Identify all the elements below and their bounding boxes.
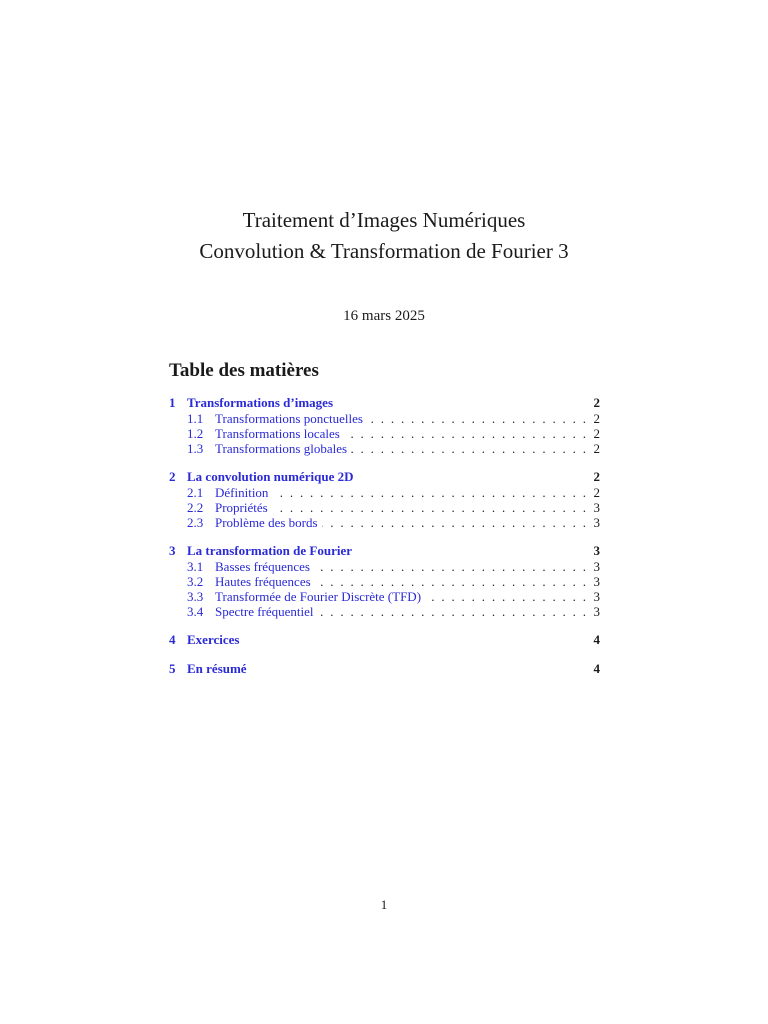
toc-subsection-link[interactable]: Transformations ponctuelles	[215, 411, 363, 426]
title-line-1: Traitement d’Images Numériques	[242, 208, 526, 232]
toc-section-number[interactable]: 4	[169, 632, 176, 647]
toc-section-link[interactable]: La convolution numérique 2D	[187, 469, 354, 484]
toc-section-page: 4	[593, 632, 600, 647]
toc-subsection-entry[interactable]	[169, 589, 600, 604]
toc-subsection-entry[interactable]	[169, 574, 600, 589]
toc-subsection-number[interactable]: 3.1	[187, 559, 204, 574]
toc-subsection-page: 2	[593, 411, 600, 426]
toc-section-link[interactable]: La transformation de Fourier	[187, 543, 353, 558]
toc-subsection-number[interactable]: 1.1	[187, 411, 204, 426]
toc-subsection-entry[interactable]	[169, 559, 600, 574]
toc-subsection-link[interactable]: Propriétés	[215, 500, 268, 515]
toc-section-number[interactable]: 1	[169, 395, 176, 410]
toc-subsection-number[interactable]: 3.2	[187, 574, 204, 589]
toc-subsection-link[interactable]: Spectre fréquentiel	[215, 604, 314, 619]
toc-section-entry[interactable]	[169, 660, 600, 677]
title-line-2: Convolution & Transformation de Fourier 3	[199, 239, 569, 263]
toc-subsection-page: 2	[593, 426, 600, 441]
toc-subsection-entry[interactable]	[169, 604, 600, 619]
toc-section	[169, 542, 600, 619]
document-title	[0, 205, 768, 267]
toc-section-link[interactable]: Transformations d’images	[187, 395, 334, 410]
toc-subsection-link[interactable]: Transformée de Fourier Discrète (TFD)	[215, 589, 422, 604]
toc-dot-leader	[318, 604, 586, 619]
toc-dot-leader	[314, 559, 586, 574]
toc-subsection-page: 3	[593, 559, 600, 574]
toc-subsection-entry[interactable]	[169, 515, 600, 530]
toc-subsection-number[interactable]: 1.3	[187, 441, 204, 456]
toc-subsection-link[interactable]: Problème des bords	[215, 515, 318, 530]
toc-sections	[169, 394, 600, 677]
toc-dot-leader	[322, 515, 586, 530]
toc-subsection-page: 3	[593, 589, 600, 604]
toc-section-entry[interactable]	[169, 631, 600, 648]
toc-section	[169, 660, 600, 677]
toc-section	[169, 394, 600, 456]
toc-dot-leader	[351, 441, 586, 456]
toc-subsection-page: 2	[593, 441, 600, 456]
toc-subsection-page: 3	[593, 500, 600, 515]
toc-subsection-link[interactable]: Transformations locales	[215, 426, 340, 441]
toc-subsection-entry[interactable]	[169, 411, 600, 426]
toc-dot-leader	[367, 411, 586, 426]
toc-section-entry[interactable]	[169, 468, 600, 485]
toc-dot-leader	[425, 589, 586, 604]
toc-section-entry[interactable]	[169, 394, 600, 411]
toc-section-page: 3	[593, 543, 600, 558]
toc-section-number[interactable]: 2	[169, 469, 176, 484]
toc-subsection-page: 3	[593, 604, 600, 619]
toc-subsection-link[interactable]: Définition	[215, 485, 269, 500]
toc-dot-leader	[272, 485, 586, 500]
toc-subsection-number[interactable]: 3.3	[187, 589, 204, 604]
document-date: 16 mars 2025	[343, 308, 425, 324]
toc-dot-leader	[272, 500, 586, 515]
toc-subsection-link[interactable]: Hautes fréquences	[215, 574, 311, 589]
toc-section-page: 4	[593, 661, 600, 676]
toc-section-number[interactable]: 5	[169, 661, 176, 676]
toc-subsection-link[interactable]: Transformations globales	[215, 441, 348, 456]
toc-section-link[interactable]: Exercices	[187, 632, 240, 647]
table-of-contents	[169, 360, 600, 689]
toc-subsection-entry[interactable]	[169, 441, 600, 456]
toc-subsection-number[interactable]: 2.3	[187, 515, 204, 530]
toc-subsection-number[interactable]: 3.4	[187, 604, 204, 619]
toc-section	[169, 631, 600, 648]
toc-subsection-number[interactable]: 2.1	[187, 485, 204, 500]
toc-section-page: 2	[593, 469, 600, 484]
toc-heading: Table des matières	[169, 360, 319, 381]
toc-subsection-link[interactable]: Basses fréquences	[215, 559, 310, 574]
page-number: 1	[380, 897, 388, 912]
toc-section	[169, 468, 600, 530]
toc-subsection-page: 2	[593, 485, 600, 500]
toc-section-entry[interactable]	[169, 542, 600, 559]
toc-subsection-page: 3	[593, 515, 600, 530]
toc-dot-leader	[315, 574, 586, 589]
toc-section-link[interactable]: En résumé	[187, 661, 247, 676]
toc-subsection-entry[interactable]	[169, 426, 600, 441]
toc-subsection-number[interactable]: 2.2	[187, 500, 204, 515]
toc-dot-leader	[344, 426, 586, 441]
toc-subsection-entry[interactable]	[169, 485, 600, 500]
toc-subsection-entry[interactable]	[169, 500, 600, 515]
toc-section-page: 2	[593, 395, 600, 410]
toc-subsection-number[interactable]: 1.2	[187, 426, 204, 441]
toc-section-number[interactable]: 3	[169, 543, 176, 558]
toc-subsection-page: 3	[593, 574, 600, 589]
